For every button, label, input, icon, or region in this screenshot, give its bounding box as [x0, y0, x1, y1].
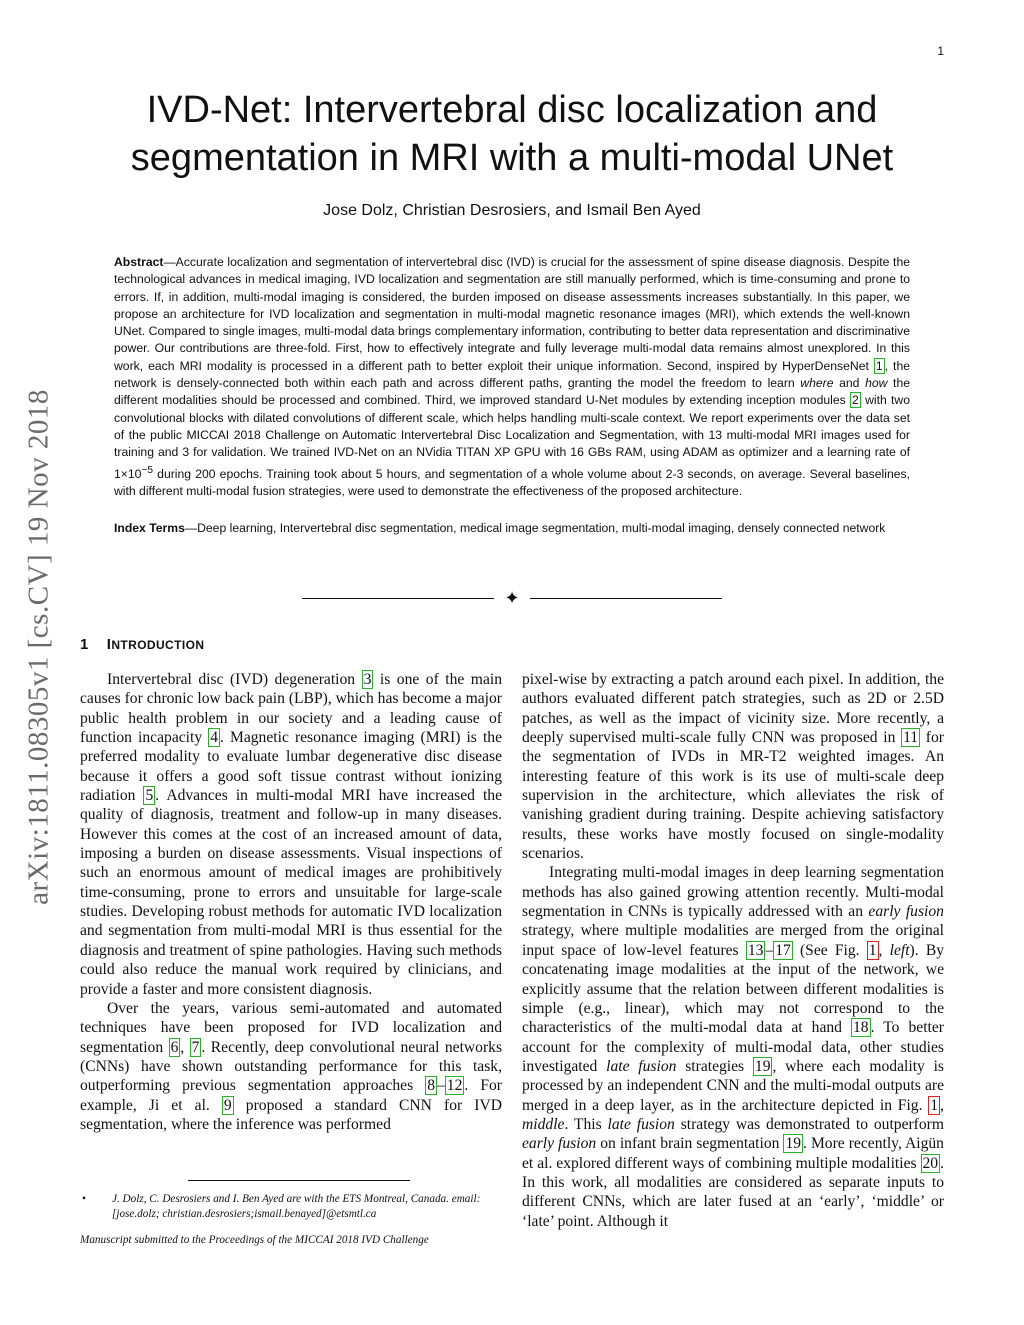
- citation-link[interactable]: 4: [210, 729, 218, 747]
- citation-link[interactable]: 2: [852, 393, 859, 408]
- footnote-rule: [188, 1180, 410, 1181]
- separator-line-left: [302, 598, 494, 599]
- citation-link[interactable]: 18: [853, 1019, 869, 1037]
- citation-link[interactable]: 1: [875, 358, 883, 373]
- paper-title: IVD-Net: Intervertebral disc localization and segmentation in MRI with a multi-modal UNet: [130, 89, 894, 179]
- citation-link[interactable]: 7: [191, 1038, 200, 1056]
- citation-link[interactable]: 5: [145, 787, 154, 805]
- citation-link[interactable]: 8: [427, 1077, 435, 1095]
- figure-link[interactable]: 1: [930, 1096, 939, 1114]
- abstract-label: Abstract: [114, 255, 164, 269]
- title-block: [80, 86, 944, 220]
- citation-link[interactable]: 6: [170, 1038, 179, 1056]
- body-column-right: [522, 670, 944, 1231]
- citation-link[interactable]: 19: [785, 1135, 802, 1153]
- abstract: [114, 254, 910, 538]
- section-separator: [302, 588, 722, 608]
- abstract-text: Abstract—Accurate localization and segmentation of intervertebral disc (IVD) is crucial for the assessment of spine disease diagnosis. Despite the technological advances in medical imaging, IVD localization and segmentation are still manually performed, which is time-consuming and prone to errors. If, in addition, multi-modal imaging is considered, the burden imposed on disease assessments increases substantially. In this paper, we propose an architecture for IVD localization and segmentation in multi-modal magnetic resonance images (MRI), which extends the well-known UNet. Compared to single images, multi-modal data brings complementary information, contributing to better data representation and discriminative power. Our contributions are three-fold. First, how to effectively integrate and fully leverage multi-modal data remains almost unexplored. In this work, each MRI modality is processed in a different path to better exploit their unique information. Second, inspired by HyperDenseNet 1 , the network is densely-connected both within each path and across different paths, granting the model the freedom to learn where and how the different modalities should be processed and combined. Third, we improved standard U-Net modules by extending inception modules 2 with two convolutional blocks with dilated convolutions of different scale, which helps handling multi-scale context. We report experiments over the data set of the public MICCAI 2018 Challenge on Automatic Intervertebral Disc Localization and Segmentation, with 13 multi-modal MRI images used for training and 3 for validation. We trained IVD-Net on an NVidia TITAN XP GPU with 16 GBs RAM, using ADAM as optimizer and a learning rate of $1\times 10^{-5}$ during 200 epochs. Training took about 5 hours, and segmentation of a whole volume about 2-3 seconds, on average. Several baselines, with different multi-modal fusion strategies, were used to demonstrate the effectiveness of the proposed architecture.: [114, 255, 910, 498]
- index-terms: Index Terms—Deep learning, Intervertebral disc segmentation, medical image segmentation, multi-modal imaging, densely connected network: [114, 521, 886, 536]
- body-column-left: [80, 670, 502, 1134]
- manuscript-note: Manuscript submitted to the Proceedings of the MICCAI 2018 IVD Challenge: [80, 1234, 429, 1246]
- citation-link[interactable]: 12: [446, 1077, 463, 1095]
- footnote: [80, 1192, 502, 1248]
- footnote-affiliation: J. Dolz, C. Desrosiers and I. Ben Ayed are with the ETS Montreal, Canada. email:[jose.dolz; christian.desrosiers;ismail.benayed]@etsmtl.ca: [112, 1193, 481, 1220]
- paragraph: pixel-wise by extracting a patch around each pixel. In addition, the authors evaluated different patch strategies, such as 2D or 2.5D patches, as well as the impact of vicinity size. More recently, a deeply supervised multi-scale fully CNN was proposed in 11 for the segmentation of IVDs in MR-T2 weighted images. An interesting feature of this work is its use of multi-scale deep supervision in the architecture, which alleviates the risk of vanishing gradient during training. Despite achieving satisfactory results, these works have mostly focused on single-modality scenarios.: [522, 671, 944, 863]
- citation-link[interactable]: 17: [775, 941, 791, 959]
- citation-link[interactable]: 9: [223, 1096, 232, 1114]
- separator-ornament-icon: ✦: [504, 588, 520, 608]
- section-title-rest: NTRODUCTION: [111, 638, 205, 652]
- section-title-initial: I: [106, 636, 112, 653]
- citation-link[interactable]: 13: [747, 941, 764, 959]
- authors: Jose Dolz, Christian Desrosiers, and Ismail Ben Ayed: [323, 202, 701, 219]
- arxiv-stamp: [14, 350, 64, 944]
- footnote-bullet: •: [82, 1193, 86, 1205]
- separator-line-right: [530, 598, 722, 599]
- index-terms-label: Index Terms: [114, 521, 185, 536]
- page-number: 1: [937, 44, 944, 58]
- paragraph: Over the years, various semi-automated and automated techniques have been proposed for IVD localization and segmentation 6 , 7 . Recently, deep convolutional neural networks (CNNs) have shown outstanding performance for this task, outperforming previous segmentation approaches 8 – 12 . For example, Ji et al. 9 proposed a standard CNN for IVD segmentation, where the inference was performed: [80, 999, 503, 1133]
- figure-link[interactable]: 1: [868, 941, 877, 959]
- citation-link[interactable]: 19: [754, 1057, 771, 1075]
- paragraph: Intervertebral disc (IVD) degeneration 3 is one of the main causes for chronic low back pain (LBP), which has become a major public health problem in our society and a leading cause of function incapacity 4 . Magnetic resonance imaging (MRI) is the preferred modality to evaluate lumbar degenerative disc disease because it offers a good soft tissue contrast without ionizing radiation 5 . Advances in multi-modal MRI have increased the quality of diagnosis, treatment and follow-up in many diseases. However this comes at the cost of an increased amount of data, imposing a burden on disease assessments. Visual inspections of such an enormous amount of medical images are prohibitively time-consuming, prone to errors and unsuitable for large-scale studies. Developing robust methods for automatic IVD localization and segmentation from multi-modal MRI is thus essential for the diagnosis and treatment of spine pathologies. Having such methods could also reduce the manual work required by clinicians, and provide a faster and more consistent diagnosis.: [80, 671, 502, 998]
- citation-link[interactable]: 11: [903, 729, 919, 747]
- arxiv-stamp-text: arXiv:1811.08305v1 [cs.CV] 19 Nov 2018: [22, 389, 55, 905]
- section-heading-introduction: [80, 636, 204, 653]
- paragraph: Integrating multi-modal images in deep learning segmentation methods has also gained growing attention recently. Multi-modal segmentation in CNNs is typically addressed with an early fusion strategy, where multiple modalities are merged from the original input space of low-level features 13 – 17 (See Fig. 1 , left). By concatenating image modalities at the input of the network, we explicitly assume that the relation between different modalities is simple (e.g., linear), which may not correspond to the characteristics of the multi-modal data at hand 18 . To better account for the complexity of multi-modal data, other studies investigated late fusion strategies 19 , where each modality is processed by an independent CNN and the multi-modal outputs are merged in a deep layer, as in the architecture depicted in Fig. 1 , middle. This late fusion strategy was demonstrated to outperform early fusion on infant brain segmentation 19 . More recently, Aigün et al. explored different ways of combining multiple modalities 20 . In this work, all modalities are considered as separate inputs to different CNNs, which are later fused at an ‘early’, ‘middle’ or ‘late’ point. Although it: [522, 864, 945, 1230]
- citation-link[interactable]: 20: [922, 1154, 939, 1172]
- section-number: 1: [80, 636, 89, 653]
- citation-link[interactable]: 3: [363, 671, 372, 688]
